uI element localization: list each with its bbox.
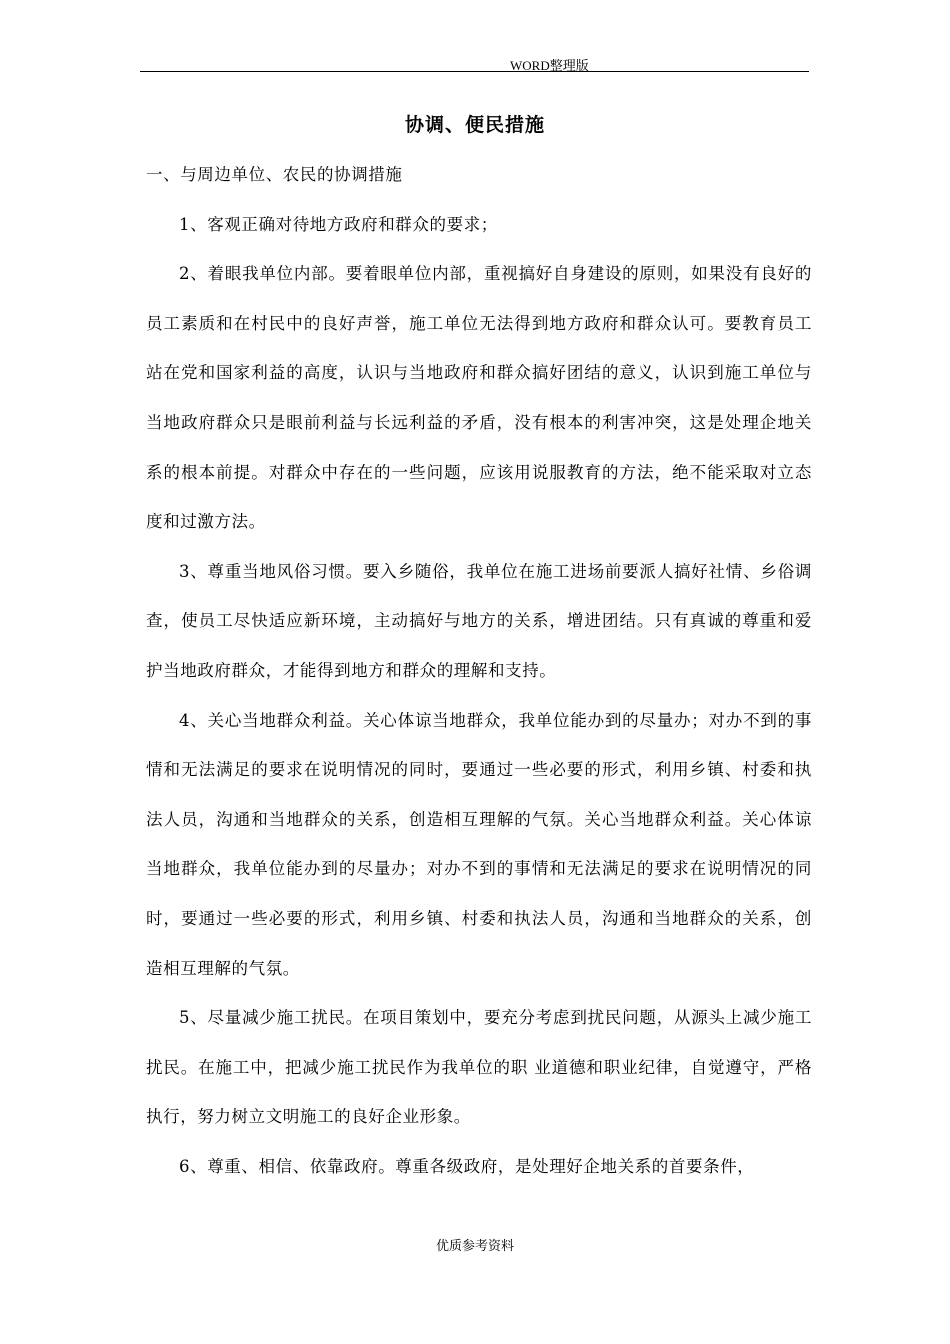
paragraph-item-4: 4、关心当地群众利益。关心体谅当地群众，我单位能办到的尽量办；对办不到的事情和无法满足的要求在说明情况的同时，要通过一些必要的形式，利用乡镇、村委和执法人员，沟通和当地群众的关系，创造相互理解的气氛。关心当地群众利益。关心体谅当地群众，我单位能办到的尽量办；对办不到的事情和无法满足的要求在说明情况的同时，要通过一些必要的形式，利用乡镇、村委和执法人员，沟通和当地群众的关系，创造相互理解的气氛。	[146, 710, 812, 978]
paragraph-item-2: 2、着眼我单位内部。要着眼单位内部，重视搞好自身建设的原则，如果没有良好的员工素质和在村民中的良好声誉，施工单位无法得到地方政府和群众认可。要教育员工站在党和国家利益的高度，认识与当地政府和群众搞好团结的意义，认识到施工单位与当地政府群众只是眼前利益与长远利益的矛盾，没有根本的利害冲突，这是处理企地关系的根本前提。对群众中存在的一些问题，应该用说服教育的方法，绝不能采取对立态度和过激方法。	[146, 264, 812, 532]
paragraph-item-3: 3、尊重当地风俗习惯。要入乡随俗，我单位在施工进场前要派人搞好社情、乡俗调查，使员工尽快适应新环境，主动搞好与地方的关系，增进团结。只有真诚的尊重和爱护当地政府群众，才能得到地方和群众的理解和支持。	[146, 561, 812, 680]
document-body	[146, 150, 812, 1191]
document-title: 协调、便民措施	[404, 114, 545, 136]
section-heading: 一、与周边单位、农民的协调措施	[146, 165, 403, 184]
paragraph-item-1: 1、客观正确对待地方政府和群众的要求；	[179, 214, 498, 234]
header-rule	[140, 71, 809, 72]
paragraph-item-6: 6、尊重、相信、依靠政府。尊重各级政府，是处理好企地关系的首要条件，	[179, 1156, 755, 1176]
page-footer-text: 优质参考资料	[435, 1239, 514, 1254]
paragraph-item-5: 5、尽量减少施工扰民。在项目策划中，要充分考虑到扰民问题，从源头上减少施工扰民。在施工中，把减少施工扰民作为我单位的职 业道德和职业纪律，自觉遵守，严格执行，努力树立文明施工的良好企业形象。	[146, 1008, 812, 1127]
page-header-text: WORD整理版	[510, 58, 589, 73]
